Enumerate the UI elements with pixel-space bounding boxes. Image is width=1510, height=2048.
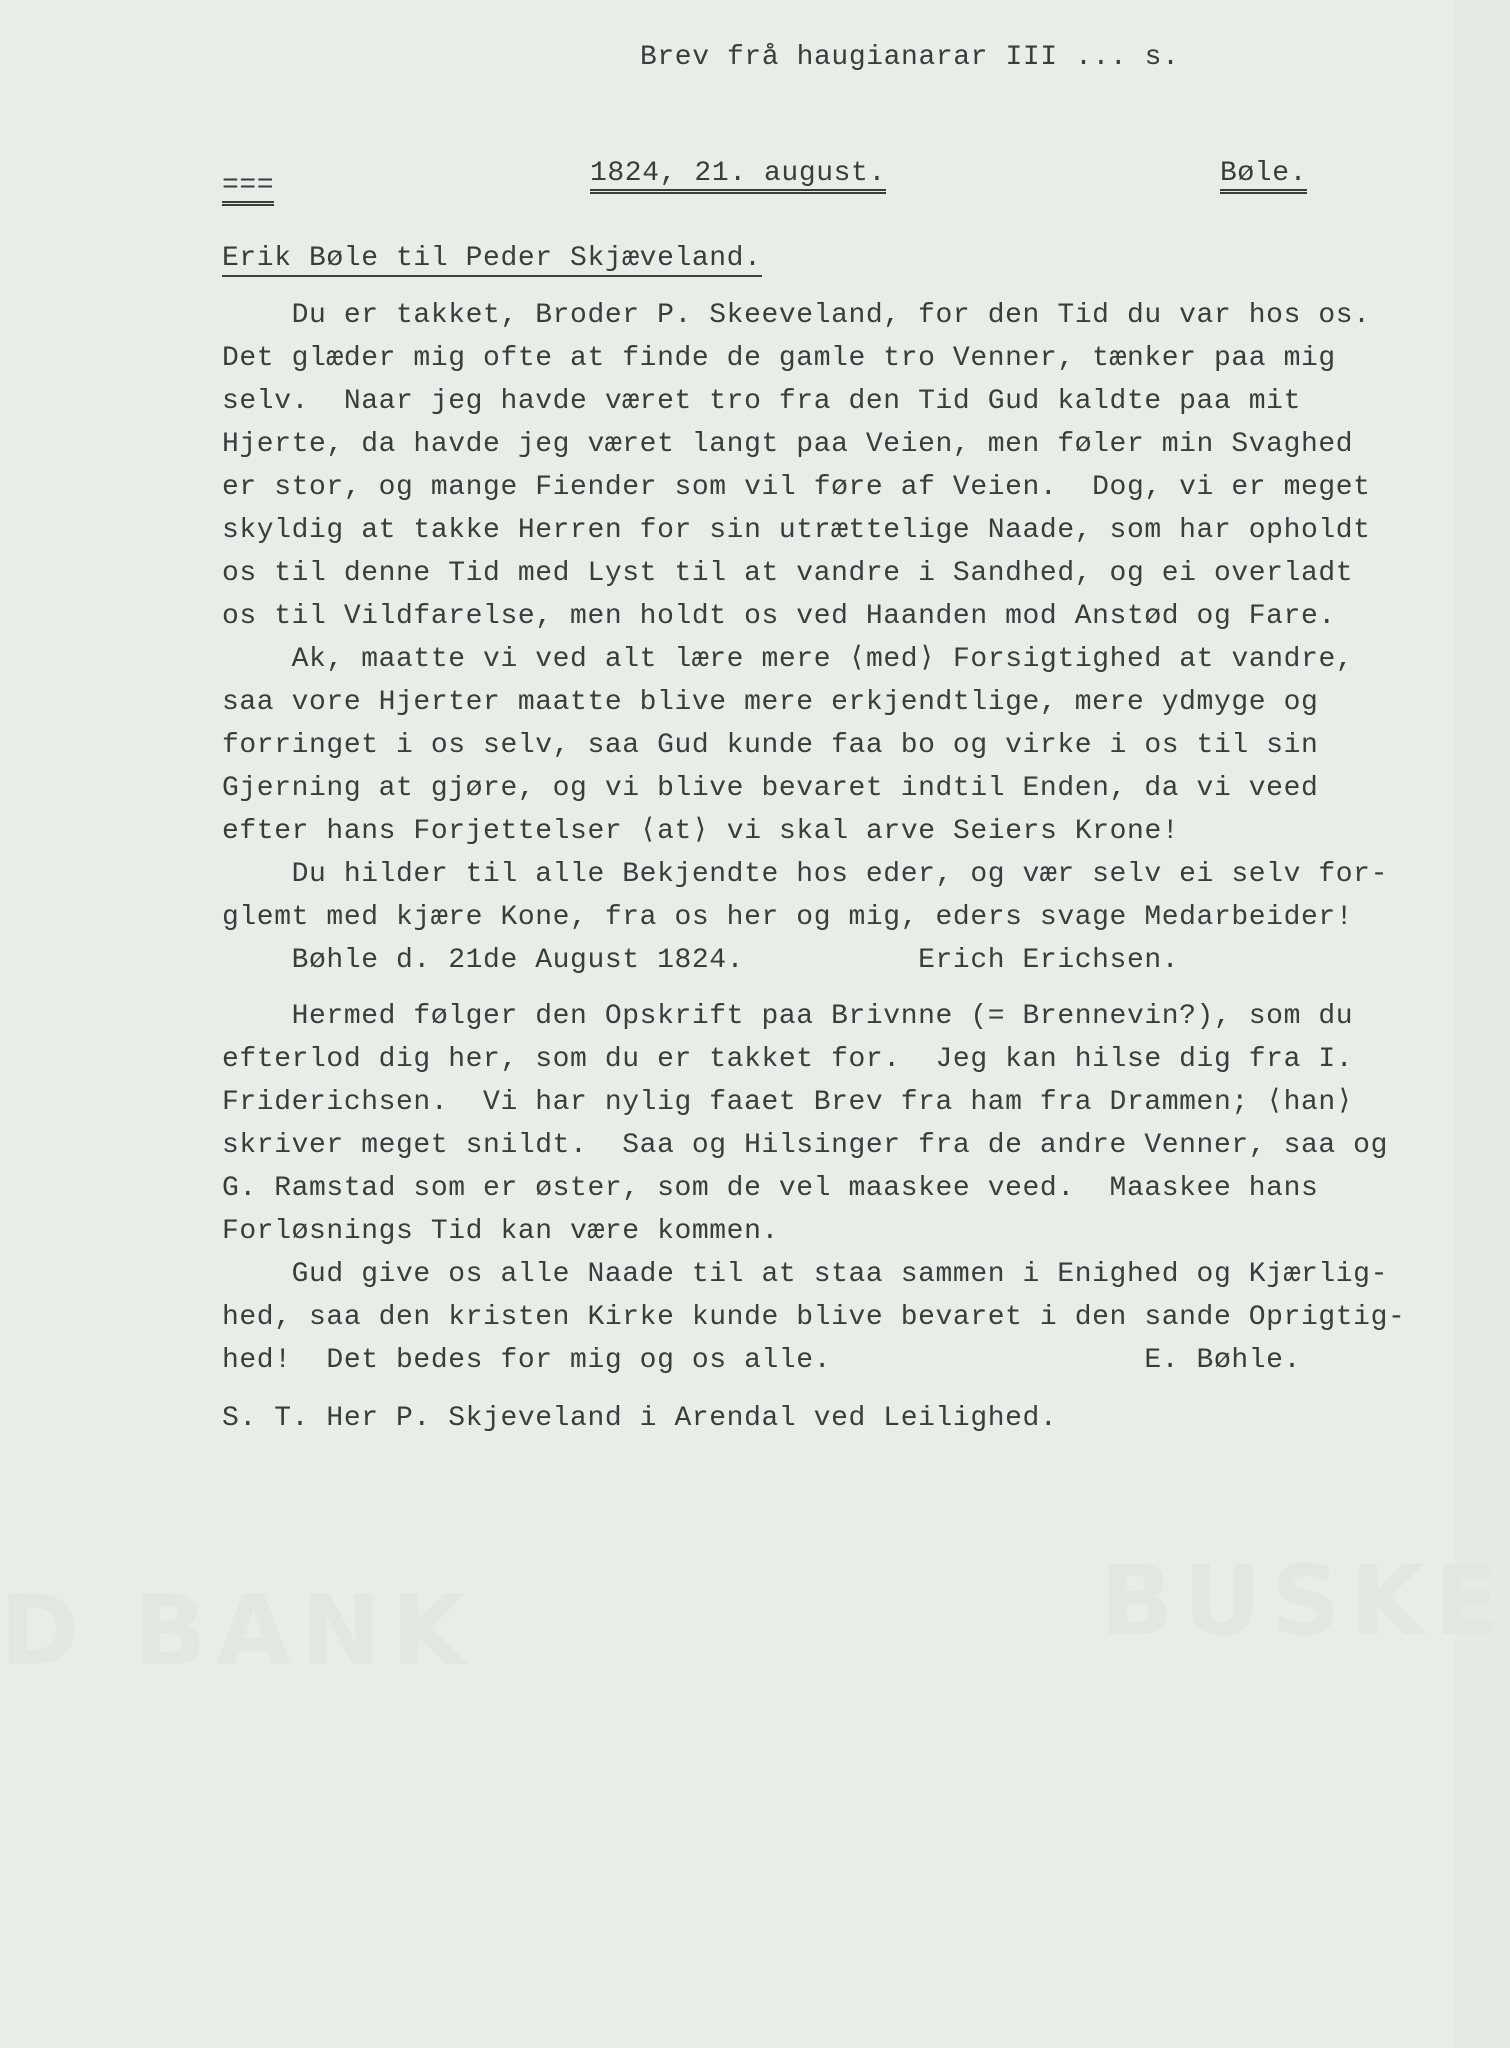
signature-line: Bøhle d. 21de August 1824. Erich Erichsen. <box>222 945 1180 976</box>
signature-line: hed! Det bedes for mig og os alle. E. Bøhle. <box>222 1345 1301 1376</box>
body-line: hed, saa den kristen Kirke kunde blive bevaret i den sande Oprigtig- <box>222 1302 1406 1333</box>
background-watermark-left: D BANK <box>0 1575 476 1687</box>
letter-place: Bøle. <box>1220 160 1307 194</box>
body-line: Hjerte, da havde jeg været langt paa Veien, men føler min Svaghed <box>222 429 1354 460</box>
body-line: skyldig at takke Herren for sin utrættelige Naade, som har opholdt <box>222 515 1371 546</box>
body-line: G. Ramstad som er øster, som de vel maaskee veed. Maaskee hans <box>222 1173 1319 1204</box>
body-line: Gjerning at gjøre, og vi blive bevaret indtil Enden, da vi veed <box>222 773 1319 804</box>
body-line: os til denne Tid med Lyst til at vandre i Sandhed, og ei overladt <box>222 558 1354 589</box>
body-line: Gud give os alle Naade til at staa sammen i Enighed og Kjærlig- <box>222 1259 1388 1290</box>
body-line: skriver meget snildt. Saa og Hilsinger fra de andre Venner, saa og <box>222 1130 1388 1161</box>
body-line: efter hans Forjettelser ⟨at⟩ vi skal arve Seiers Krone! <box>222 816 1180 847</box>
body-line: Ak, maatte vi ved alt lære mere ⟨med⟩ Forsigtighed at vandre, <box>222 644 1354 675</box>
body-line: Du er takket, Broder P. Skeeveland, for den Tid du var hos os. <box>222 300 1371 331</box>
letter-heading: Erik Bøle til Peder Skjæveland. <box>222 245 762 277</box>
body-line: er stor, og mange Fiender som vil føre af Veien. Dog, vi er meget <box>222 472 1371 503</box>
body-line: os til Vildfarelse, men holdt os ved Haanden mod Anstød og Fare. <box>222 601 1336 632</box>
body-line: saa vore Hjerter maatte blive mere erkjendtlige, mere ydmyge og <box>222 687 1319 718</box>
body-line: forringet i os selv, saa Gud kunde faa bo og virke i os til sin <box>222 730 1319 761</box>
left-mark: === <box>222 172 274 206</box>
body-line: Forløsnings Tid kan være kommen. <box>222 1216 779 1247</box>
body-line: efterlod dig her, som du er takket for. Jeg kan hilse dig fra I. <box>222 1044 1354 1075</box>
address-line: S. T. Her P. Skjeveland i Arendal ved Leilighed. <box>222 1403 1058 1434</box>
body-line: Du hilder til alle Bekjendte hos eder, og vær selv ei selv for- <box>222 859 1388 890</box>
background-watermark-right: BUSKE <box>1100 1545 1510 1657</box>
letter-date: 1824, 21. august. <box>590 160 886 194</box>
series-reference: Brev frå haugianarar III ... s. <box>640 42 1180 73</box>
body-line: Friderichsen. Vi har nylig faaet Brev fra ham fra Drammen; ⟨han⟩ <box>222 1087 1354 1118</box>
body-line: glemt med kjære Kone, fra os her og mig, eders svage Medarbeider! <box>222 902 1354 933</box>
body-line: selv. Naar jeg havde været tro fra den Tid Gud kaldte paa mit <box>222 386 1301 417</box>
body-line: Det glæder mig ofte at finde de gamle tro Venner, tænker paa mig <box>222 343 1336 374</box>
body-line: Hermed følger den Opskrift paa Brivnne (= Brennevin?), som du <box>222 1001 1354 1032</box>
